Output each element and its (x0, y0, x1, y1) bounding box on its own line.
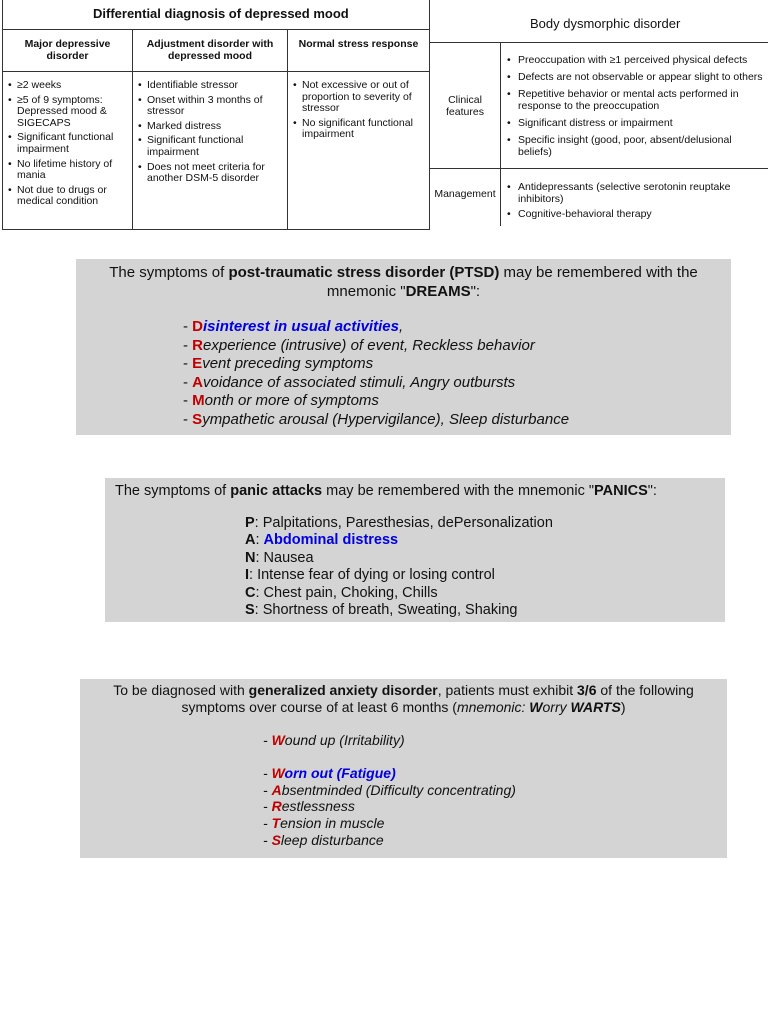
list-item: - Rexperience (intrusive) of event, Reckless behavior (183, 336, 535, 354)
list-item: - Sleep disturbance (263, 831, 384, 848)
divider (500, 42, 501, 226)
list-item: - Month or more of symptoms (183, 392, 379, 410)
table-title: Differential diagnosis of depressed mood (3, 0, 429, 30)
panic-list (245, 515, 553, 619)
list-item: • Not due to drugs or medical condition (8, 185, 128, 208)
panic-mnemonic-box (105, 478, 725, 622)
list-item: • Antidepressants (selective serotonin reuptake inhibitors) (506, 181, 766, 205)
list-item: • Defects are not observable or appear slight to others (506, 71, 766, 83)
list-item: S: Shortness of breath, Sweating, Shaking (245, 602, 518, 619)
body-dysmorphic-table (430, 0, 768, 226)
table-title: Body dysmorphic disorder (530, 16, 681, 31)
ptsd-mnemonic-box (76, 259, 731, 435)
list-item: • Specific insight (good, poor, absent/delusional beliefs) (506, 134, 766, 158)
list-item: N: Nausea (245, 549, 314, 566)
list-item: • Significant functional impairment (138, 135, 283, 158)
divider (430, 42, 768, 43)
clinical-features-label: Clinical features (446, 94, 484, 118)
list-item: P: Palpitations, Paresthesias, dePersonalization (245, 515, 553, 531)
list-item: - Tension in muscle (263, 815, 385, 832)
list-item: • No lifetime history of mania (8, 159, 128, 182)
list-item: - Absentminded (Difficulty concentrating) (263, 781, 516, 798)
list-item: - Event preceding symptoms (183, 355, 374, 373)
column-normal-stress (288, 30, 429, 229)
list-item: • No significant functional impairment (293, 118, 425, 141)
ptsd-intro: The symptoms of post-traumatic stress disorder (PTSD) may be remembered with the mnemonic "DREAMS": (109, 264, 698, 300)
list-item: C: Chest pain, Choking, Chills (245, 584, 438, 601)
list-item: • Identifiable stressor (138, 80, 283, 92)
divider (430, 168, 768, 169)
ptsd-list (183, 318, 569, 430)
column-adjustment-disorder (133, 30, 288, 229)
panic-intro: The symptoms of panic attacks may be remembered with the mnemonic "PANICS": (115, 483, 657, 499)
list-item: • Repetitive behavior or mental acts performed in response to the preoccupation (506, 88, 766, 112)
list-item: • Does not meet criteria for another DSM-5 disorder (138, 162, 283, 185)
list-item: • Significant distress or impairment (506, 117, 766, 129)
list-item: A: Abdominal distress (245, 532, 399, 549)
management-label: Management (434, 188, 496, 200)
list-item: • ≥2 weeks (8, 80, 128, 92)
gad-intro: To be diagnosed with generalized anxiety disorder, patients must exhibit 3/6 of the following symptoms over course of at least 6 months (mnemonic: Worry WARTS) (113, 682, 694, 715)
list-item: • Marked distress (138, 121, 283, 133)
column-header: Adjustment disorder with depressed mood (133, 30, 287, 72)
column-header: Normal stress response (288, 30, 429, 72)
management-list (506, 181, 766, 225)
list-item: - Disinterest in usual activities, (183, 318, 404, 335)
clinical-features-list (506, 54, 766, 163)
list-item: • Preoccupation with ≥1 perceived physical defects (506, 54, 766, 66)
gad-mnemonic-box (80, 679, 727, 858)
list-item: • Cognitive-behavioral therapy (506, 208, 766, 220)
list-item: - Worn out (Fatigue) (263, 764, 396, 781)
list-item: - Restlessness (263, 798, 355, 815)
list-item: - Avoidance of associated stimuli, Angry outbursts (183, 373, 516, 391)
list-item: I: Intense fear of dying or losing control (245, 567, 495, 584)
gad-list (263, 732, 516, 849)
list-item: • Onset within 3 months of stressor (138, 95, 283, 118)
column-major-depressive (3, 30, 133, 229)
column-header: Major depressive disorder (3, 30, 132, 72)
list-item: • Not excessive or out of proportion to severity of stressor (293, 80, 425, 115)
list-item: • ≥5 of 9 symptoms: Depressed mood & SIGECAPS (8, 95, 128, 130)
list-item: - Wound up (Irritability) (263, 732, 405, 748)
list-item: - Sympathetic arousal (Hypervigilance), Sleep disturbance (183, 410, 570, 428)
list-item: • Significant functional impairment (8, 132, 128, 155)
differential-diagnosis-table (2, 0, 430, 230)
